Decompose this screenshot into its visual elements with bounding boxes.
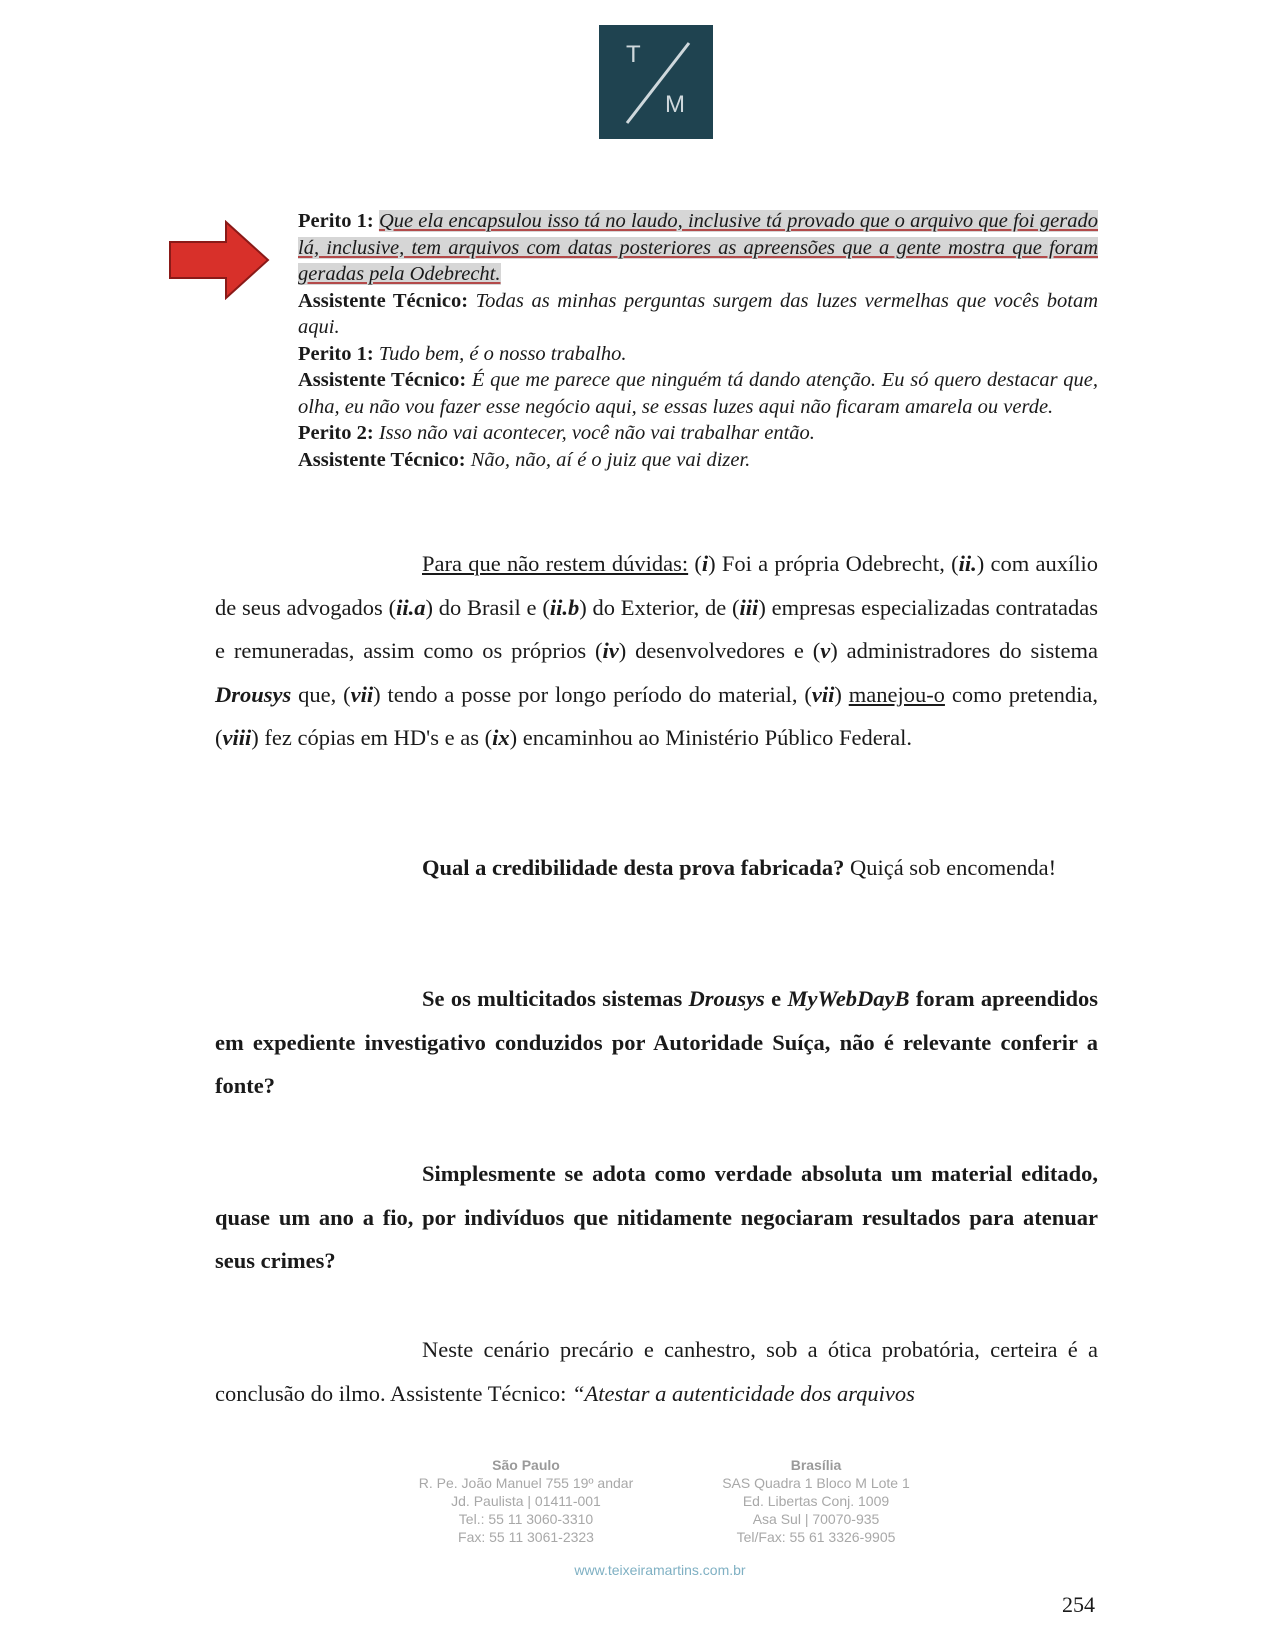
speaker-label: Perito 1: <box>298 210 374 232</box>
transcript-line <box>298 288 1098 341</box>
paragraph-credibility: Qual a credibilidade desta prova fabricada? Quiçá sob encomenda! <box>422 855 1057 880</box>
logo-letter-t: T <box>626 41 641 68</box>
speech-text: Tudo bem, é o nosso trabalho. <box>378 342 627 365</box>
transcript-line <box>298 420 1098 447</box>
system-name: Drousys <box>215 681 292 707</box>
transcript-line <box>298 208 1098 288</box>
footer-brasilia: Brasília SAS Quadra 1 Bloco M Lote 1 Ed. Libertas Conj. 1009 Asa Sul | 70070-935 Tel/Fax: 55 61 3326-9905 <box>722 1457 910 1545</box>
speaker-label: Assistente Técnico: <box>298 369 467 391</box>
paragraph-lead: Para que não restem dúvidas: <box>422 551 689 576</box>
speaker-label: Assistente Técnico: <box>298 289 469 312</box>
website-link[interactable]: www.teixeiramartins.com.br <box>574 1562 746 1578</box>
speech-text: Todas as minhas perguntas surgem das luzes vermelhas que vocês botam aqui. <box>298 289 1098 338</box>
logo-letter-m: M <box>665 91 685 118</box>
transcript-line <box>298 341 1098 368</box>
highlighted-quote: Que ela encapsulou isso tá no laudo, inclusive tá provado que o arquivo que foi gerado lá, inclusive, tem arquivos com datas posteriores as apreensões que a gente mostra que foram geradas pela Odebrecht. <box>298 210 1098 285</box>
speaker-label: Assistente Técnico: <box>298 448 466 471</box>
quote-start: “Atestar a autenticidade dos arquivos <box>572 1380 915 1406</box>
speech-text: É que me parece que ninguém tá dando atenção. Eu só quero destacar que, olha, eu não vou fazer esse negócio aqui, se essas luzes aqui não ficaram amarela ou verde. <box>298 369 1098 418</box>
paragraph-systems: Se os multicitados sistemas Drousys e MyWebDayB foram apreendidos em expediente investigativo conduzidos por Autoridade Suíça, não é relevante conferir a fonte? <box>215 986 1099 1098</box>
transcript-line <box>298 367 1098 420</box>
speech-text: Isso não vai acontecer, você não vai trabalhar então. <box>378 422 815 444</box>
speaker-label: Perito 2: <box>298 422 374 444</box>
transcript-line <box>298 447 1098 474</box>
red-arrow-icon <box>168 220 272 300</box>
logo <box>599 25 713 139</box>
speech-text: Não, não, aí é o juiz que vai dizer. <box>470 448 751 471</box>
logo-slash <box>599 25 713 139</box>
bold-question: Qual a credibilidade desta prova fabricada? <box>422 855 845 880</box>
page-number: 254 <box>1062 1592 1095 1617</box>
paragraph-conclusion: Neste cenário precário e canhestro, sob a ótica probatória, certeira é a conclusão do ilmo. Assistente Técnico: “Atestar a autenticidade dos arquivos <box>215 1337 1098 1406</box>
speaker-label: Perito 1: <box>298 342 374 365</box>
paragraph-doubts: Para que não restem dúvidas: (i) Foi a própria Odebrecht, (ii.) com auxílio de seus advogados (ii.a) do Brasil e (ii.b) do Exterior, de (iii) empresas especializadas contratadas e remuneradas, assim como os próprios (iv) desenvolvedores e (v) administradores do sistema Drousys que, (vii) tendo a posse por longo período do material, (vii) manejou-o como pretendia, (viii) fez cópias em HD's e as (ix) encaminhou ao Ministério Público Federal. <box>215 551 1099 750</box>
system-name: Drousys <box>688 986 765 1011</box>
paragraph-truth: Simplesmente se adota como verdade absoluta um material editado, quase um ano a fio, por indivíduos que nitidamente negociaram resultados para atenuar seus crimes? <box>215 1161 1098 1273</box>
footer-sao-paulo: São Paulo R. Pe. João Manuel 755 19º andar Jd. Paulista | 01411-001 Tel.: 55 11 3060-3310 Fax: 55 11 3061-2323 <box>418 1457 634 1545</box>
transcript <box>298 208 1098 473</box>
system-name: MyWebDayB <box>787 986 910 1011</box>
